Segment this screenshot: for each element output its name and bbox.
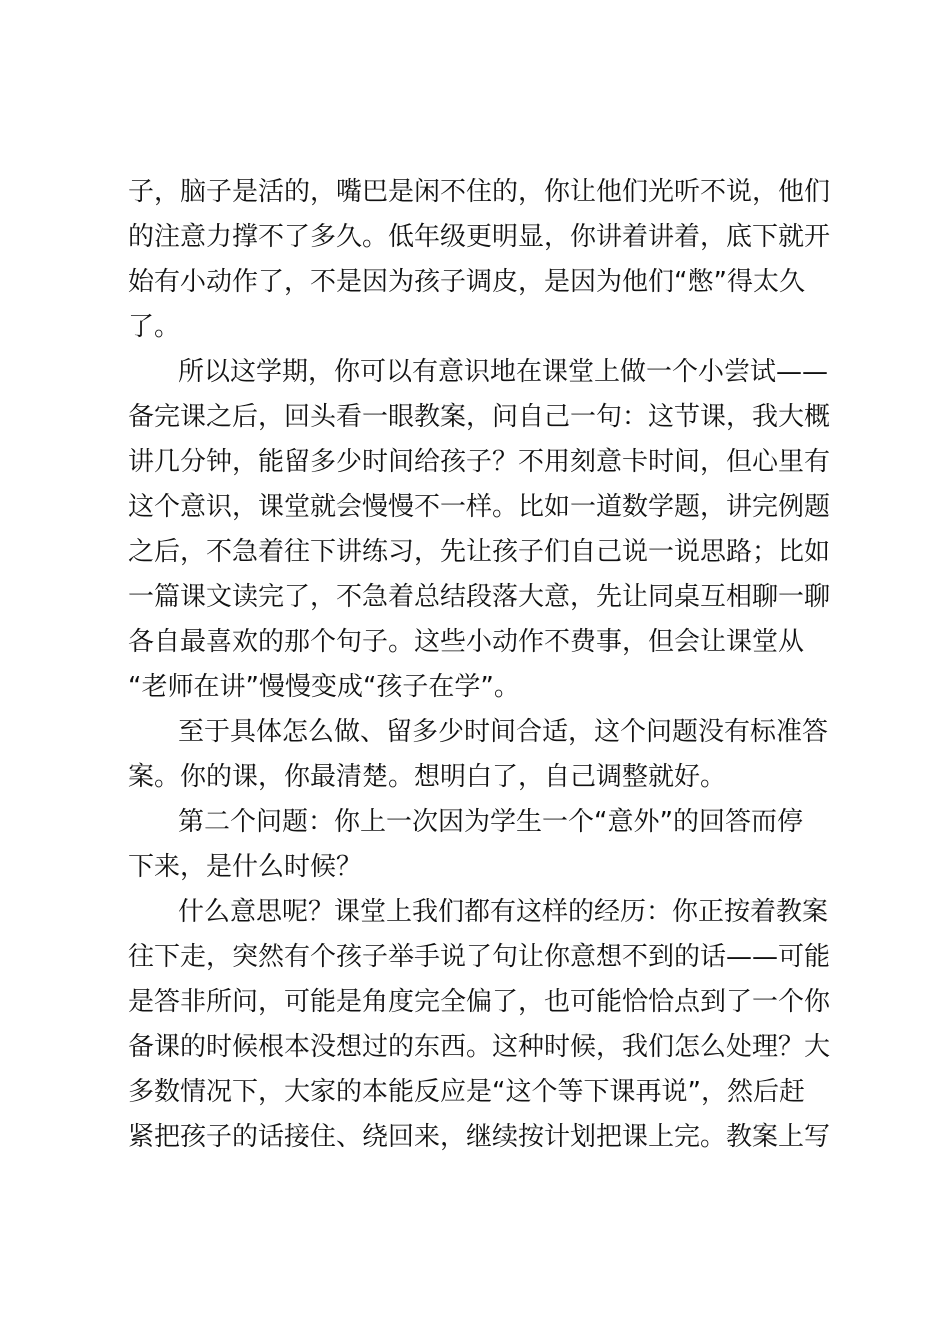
text-line: 多数情况下，大家的本能反应是“这个等下课再说”，然后赶 (128, 1077, 805, 1107)
text-line: 备完课之后，回头看一眼教案，问自己一句：这节课，我大概 (128, 402, 831, 432)
text-line: 了。 (128, 312, 181, 342)
text-line: 这个意识，课堂就会慢慢不一样。比如一道数学题，讲完例题 (128, 492, 831, 522)
text-line: 紧把孩子的话接住、绕回来，继续按计划把课上完。教案上写 (128, 1122, 831, 1152)
text-line: 至于具体怎么做、留多少时间合适，这个问题没有标准答 (178, 717, 829, 747)
document-page (128, 170, 848, 1160)
text-line: 一篇课文读完了，不急着总结段落大意，先让同桌互相聊一聊 (128, 582, 831, 612)
text-line: 的注意力撑不了多久。低年级更明显，你讲着讲着，底下就开 (128, 222, 831, 252)
text-line: 是答非所问，可能是角度完全偏了，也可能恰恰点到了一个你 (128, 987, 831, 1017)
text-line: 所以这学期，你可以有意识地在课堂上做一个小尝试—— (178, 357, 829, 387)
text-line: 下来，是什么时候？ (128, 852, 363, 882)
text-line: 各自最喜欢的那个句子。这些小动作不费事，但会让课堂从 (128, 627, 805, 657)
text-line: 备课的时候根本没想过的东西。这种时候，我们怎么处理？大 (128, 1032, 831, 1062)
text-line: 第二个问题：你上一次因为学生一个“意外”的回答而停 (178, 807, 803, 837)
text-line: “老师在讲”慢慢变成“孩子在学”。 (128, 672, 520, 702)
text-line: 案。你的课，你最清楚。想明白了，自己调整就好。 (128, 762, 727, 792)
text-line: 之后，不急着往下讲练习，先让孩子们自己说一说思路；比如 (128, 537, 831, 567)
text-line: 什么意思呢？课堂上我们都有这样的经历：你正按着教案 (178, 897, 829, 927)
text-line: 子，脑子是活的，嘴巴是闲不住的，你让他们光听不说，他们 (128, 177, 831, 207)
text-line: 往下走，突然有个孩子举手说了句让你意想不到的话——可能 (128, 942, 831, 972)
text-line: 始有小动作了，不是因为孩子调皮，是因为他们“憋”得太久 (128, 267, 805, 297)
text-line: 讲几分钟，能留多少时间给孩子？不用刻意卡时间，但心里有 (128, 447, 831, 477)
